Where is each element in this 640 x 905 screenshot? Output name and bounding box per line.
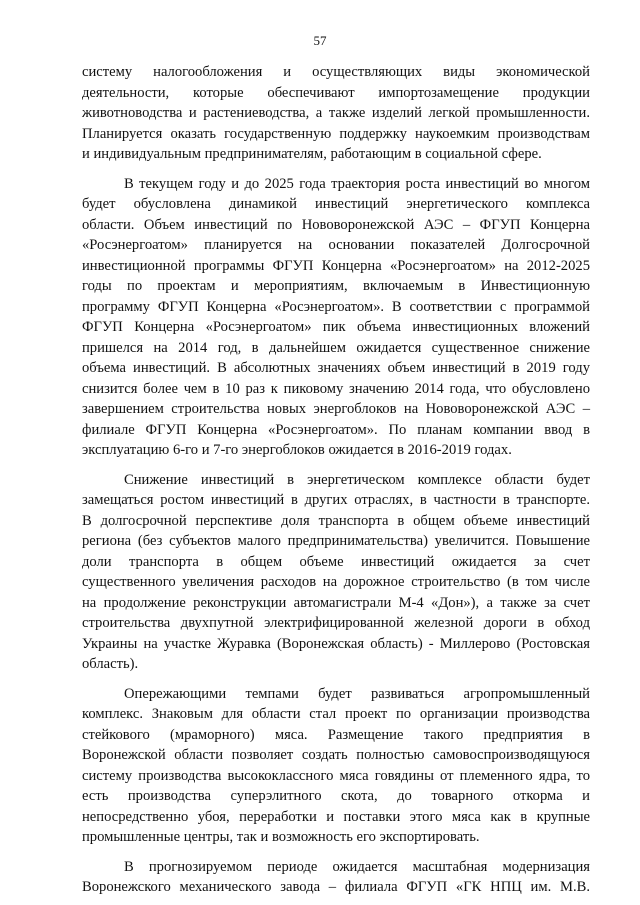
text-line: пришелся на 2014 год, в дальнейшем ожидается существенное снижение xyxy=(82,339,590,356)
text-line: области. Объем инвестиций по Нововоронежской АЭС – ФГУП Концерна xyxy=(82,216,590,233)
paragraph xyxy=(82,684,590,848)
text-line: Воронежской области позволяет создать полностью самовоспроизводящуюся xyxy=(82,747,590,763)
text-line: деятельности, которые обеспечивают импортозамещение продукции xyxy=(82,84,590,101)
text-line: область). xyxy=(82,656,139,672)
text-line: Украины на участке Журавка (Воронежская область) - Миллерово (Ростовская xyxy=(82,635,590,652)
text-line: непосредственно убоя, переработки и поставки этого мяса как в крупные xyxy=(82,808,590,825)
text-line: замещаться ростом инвестиций в других отраслях, в частности в транспорте. xyxy=(82,492,590,508)
text-line: доли транспорта в общем объеме инвестиций ожидается за счет xyxy=(82,553,590,570)
text-line: стейкового (мраморного) мяса. Размещение такого предприятия в xyxy=(82,726,590,743)
text-line: В прогнозируемом периоде ожидается масштабная модернизация xyxy=(124,858,590,875)
text-line: есть производства суперэлитного скота, до товарного откорма и xyxy=(82,788,590,804)
paragraph xyxy=(82,174,590,461)
text-line: объема инвестиций. В абсолютных значениях объем инвестиций в 2019 году xyxy=(82,360,590,376)
text-line: Опережающими темпами будет развиваться агропромышленный xyxy=(124,685,590,702)
text-line: систему производства высококлассного мяса говядины от племенного ядра, то xyxy=(82,767,590,784)
paragraph xyxy=(82,470,590,675)
text-line: Снижение инвестиций в энергетическом комплексе области будет xyxy=(124,471,590,488)
page-number: 57 xyxy=(313,33,327,48)
text-line: «Росэнергоатом» планируется на основании показателей Долгосрочной xyxy=(82,237,590,253)
paragraph xyxy=(82,62,590,165)
text-line: В текущем году и до 2025 года траектория роста инвестиций во многом xyxy=(124,175,590,192)
text-line: региона (без субъектов малого предпринимательства) увеличится. Повышение xyxy=(82,533,590,549)
text-line: В долгосрочной перспективе доля транспорта в общем объеме инвестиций xyxy=(82,512,590,529)
text-line: промышленные центры, так и возможность его экспортировать. xyxy=(82,829,480,845)
text-line: животноводства и растениеводства, а также изделий легкой промышленности. xyxy=(82,105,590,121)
document-body xyxy=(82,62,590,898)
text-line: Воронежского механического завода – филиала ФГУП «ГК НПЦ им. М.В. xyxy=(82,879,590,895)
text-line: существенного увеличения расходов на дорожное строительство (в том числе xyxy=(82,574,590,590)
text-line: ФГУП Концерна «Росэнергоатом» пик объема инвестиционных вложений xyxy=(82,319,590,335)
text-line: программу ФГУП Концерна «Росэнергоатом». В соответствии с программой xyxy=(82,298,590,315)
text-line: эксплуатацию 6-го и 7-го энергоблоков ожидается в 2016-2019 годах. xyxy=(82,442,512,458)
text-line: строительства двухпутной электрифицированной железной дороги в обход xyxy=(82,615,590,631)
text-line: завершением строительства новых энергоблоков на Нововоронежской АЭС – xyxy=(82,401,590,417)
text-line: снизится более чем в 10 раз к пиковому значению 2014 года, что обусловлено xyxy=(82,380,590,397)
text-line: инвестиционной программы ФГУП Концерна «Росэнергоатом» на 2012-2025 xyxy=(82,257,590,274)
text-line: и индивидуальным предпринимателям, работающим в социальной сфере. xyxy=(82,146,542,162)
text-line: на продолжение реконструкции автомагистрали М-4 «Дон»), а также за счет xyxy=(82,594,590,611)
text-line: систему налогообложения и осуществляющих виды экономической xyxy=(82,64,590,80)
text-line: Планируется оказать государственную поддержку наукоемким производствам xyxy=(82,125,590,142)
text-line: будет обусловлена динамикой инвестиций энергетического комплекса xyxy=(82,196,590,212)
paragraph xyxy=(82,857,590,898)
text-line: комплекс. Знаковым для области стал проект по организации производства xyxy=(82,706,590,722)
text-line: филиале ФГУП Концерна «Росэнергоатом». По планам компании ввод в xyxy=(82,421,590,438)
text-line: годы по проектам и мероприятиям, включаемым в Инвестиционную xyxy=(82,278,590,294)
